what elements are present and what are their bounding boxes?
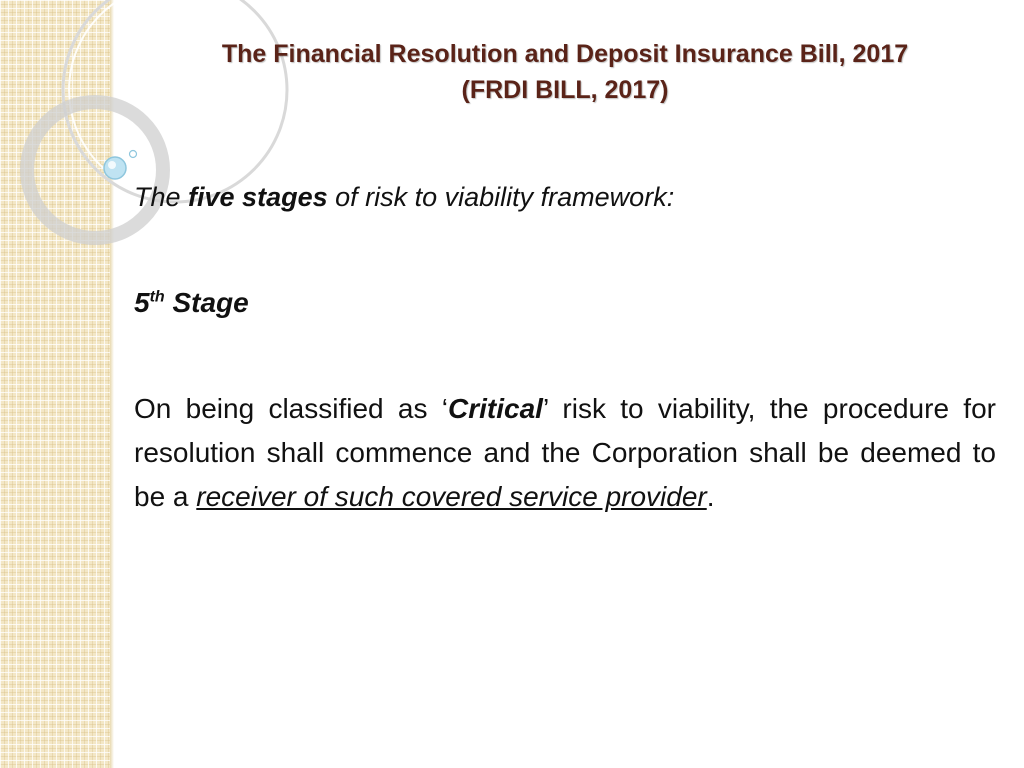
para-end: .: [706, 481, 715, 512]
intro-rest: of risk to viability framework:: [327, 182, 675, 212]
intro-emphasis: five stages: [188, 182, 328, 212]
stage-word: Stage: [164, 287, 249, 318]
para-part-2: ’ risk to viability, the procedure for resolution shall commence and the Corporation shall be deemed to be a: [134, 393, 996, 512]
intro-lead: The: [134, 182, 189, 212]
receiver-phrase: receiver of such covered service provider: [196, 481, 707, 512]
title-line-2: (FRDI BILL, 2017): [461, 76, 669, 104]
para-part-1: On being classified as ‘: [134, 393, 448, 424]
stage-heading: [134, 281, 996, 325]
stage-suffix: th: [149, 288, 165, 306]
title-line-1: The Financial Resolution and Deposit Insurance Bill, 2017: [221, 40, 909, 68]
critical-term: Critical: [448, 393, 543, 424]
slide-content: [134, 175, 996, 519]
framework-intro: [134, 175, 996, 219]
panel-edge-shadow: [110, 0, 114, 768]
stage-description: [134, 387, 996, 519]
small-bubble-icon: [130, 151, 137, 158]
stage-number: 5: [134, 287, 150, 318]
decorative-grid-panel: [0, 0, 112, 768]
slide-title: [140, 36, 990, 108]
